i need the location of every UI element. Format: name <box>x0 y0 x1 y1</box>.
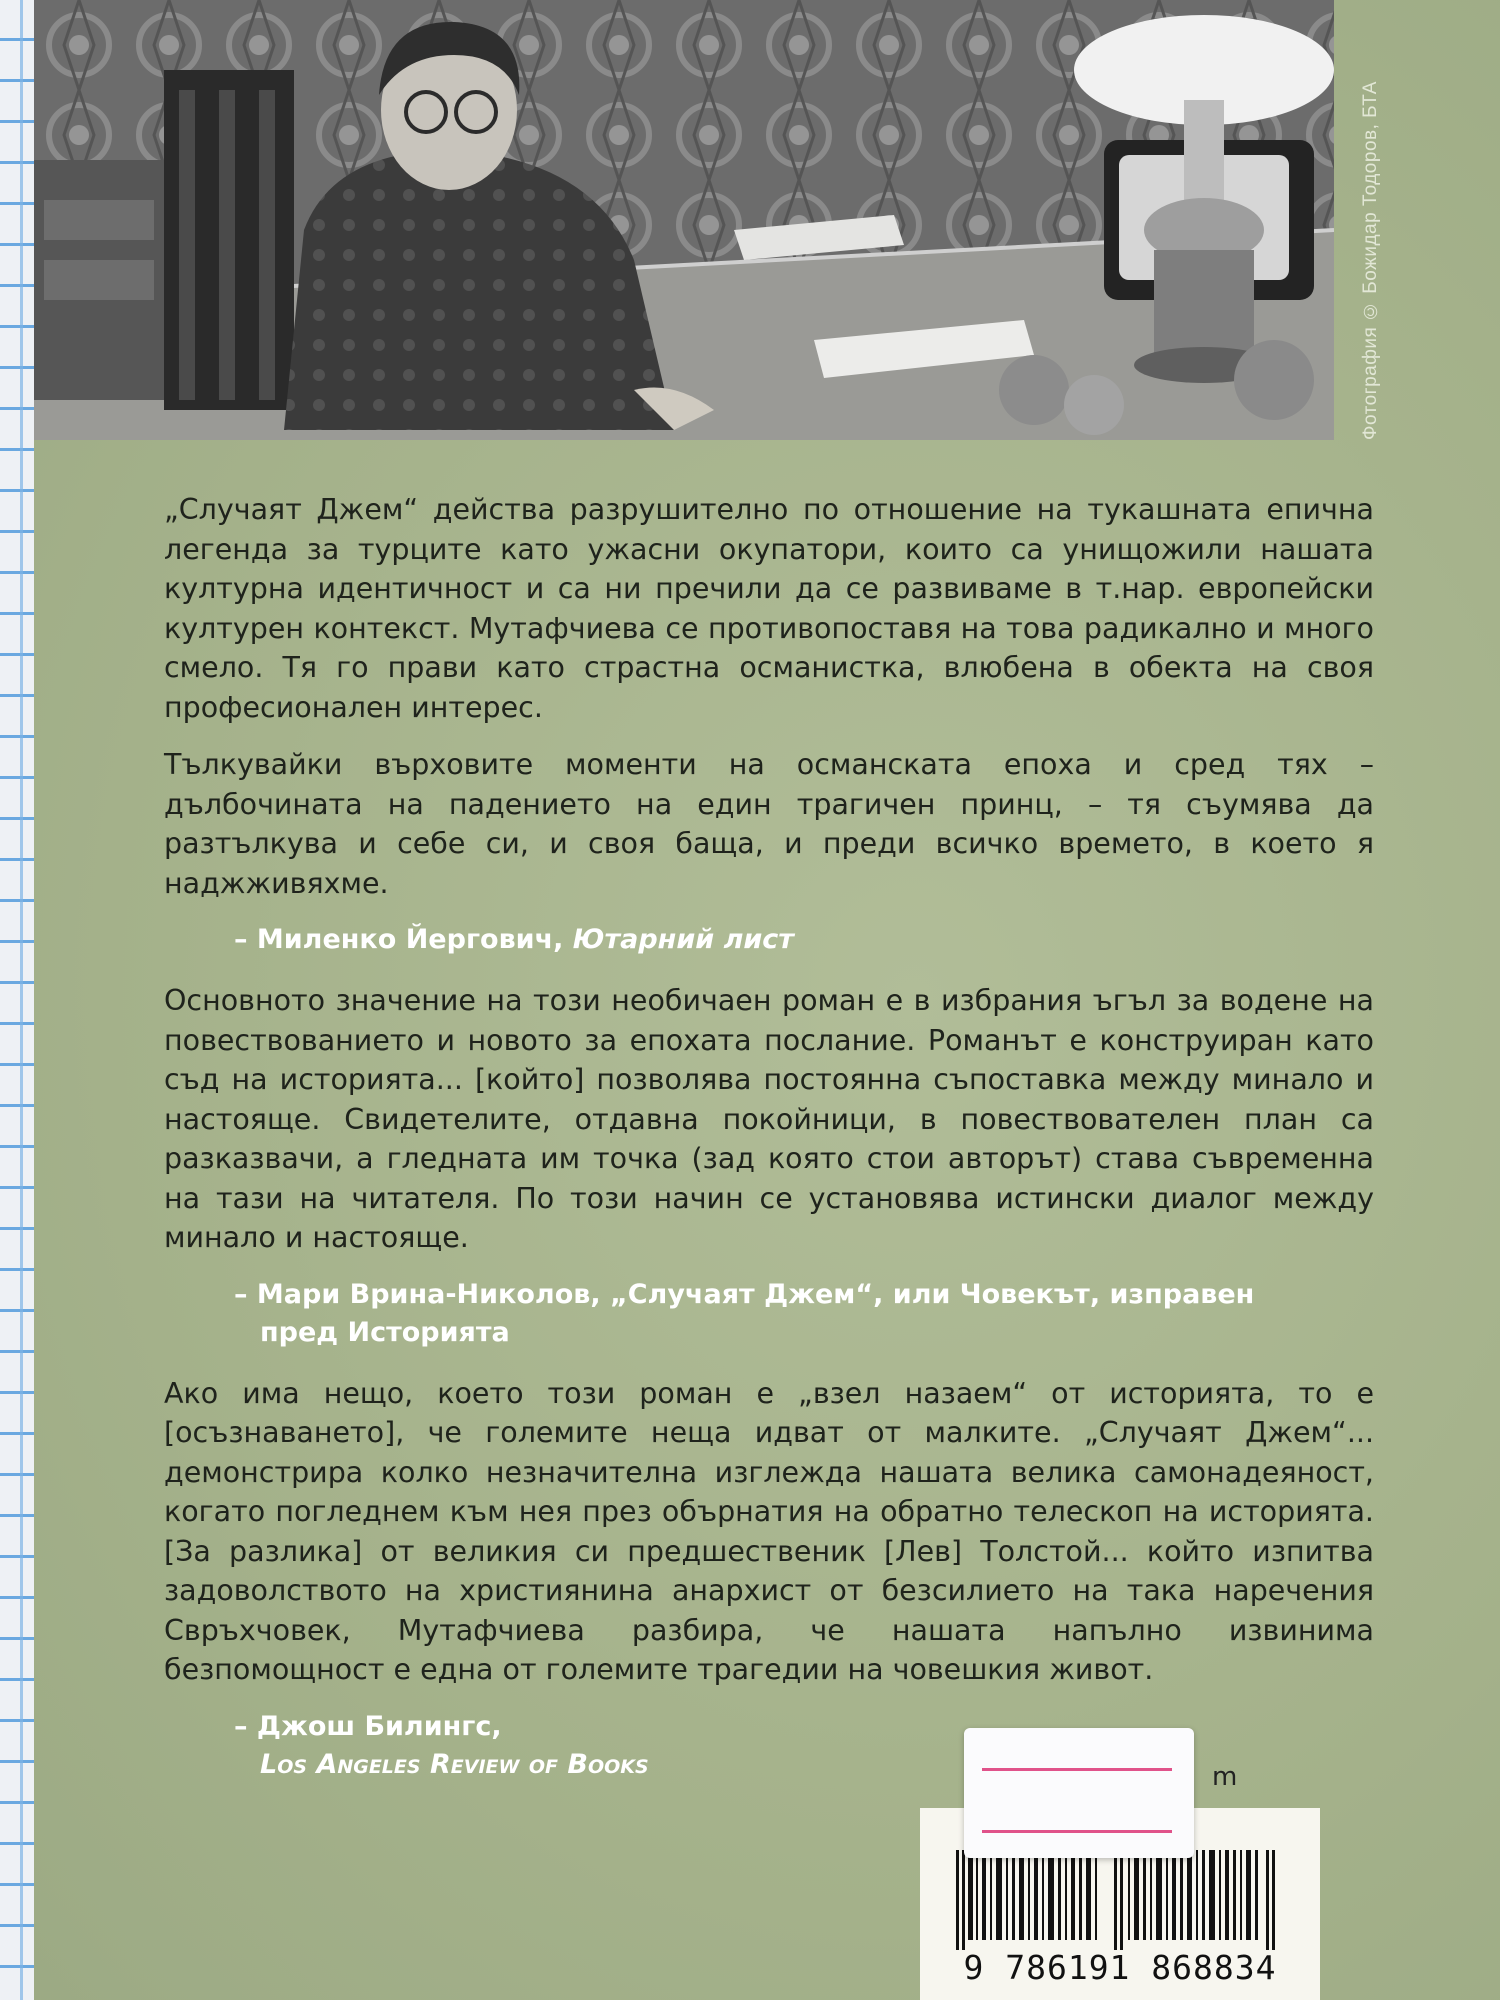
review-paragraph-4: Ако има нещо, което този роман е „взел назаем“ от историята, то е [осъзнаването], че големите неща идват от малките. „Случаят Джем“... демонстрира колко незначителна изглежда нашата велика самонадеяност, когато погледнем към нея през обърнатия на обратно телескоп на историята. [За разлика] от великия си предшественик [Лев] Толстой... който изпитва задоволството на християнина анархист от безсилието на така наречения Свръхчовек, Мутафчиева разбира, че нашата напълно извинима безпомощност е една от големите трагедии на човешкия живот. <box>164 1376 1374 1686</box>
paper-margin-line <box>20 0 23 2000</box>
price-sticker <box>964 1728 1194 1858</box>
partial-text-under-sticker: m <box>1212 1762 1238 1792</box>
blurb-text <box>164 490 1374 1806</box>
attribution-author: – Мари Врина-Николов, <box>234 1278 610 1310</box>
photo-credit: Фотография © Божидар Тодоров, БТА <box>1360 81 1381 440</box>
barcode-icon <box>956 1850 1286 1950</box>
review-paragraph-2: Тълкувайки върховите моменти на османската епоха и сред тях – дълбочината на падението на един трагичен принц, – тя съумява да разтълкува и себе си, и своя баща, и преди всичко времето, в което я наджживяхме. <box>164 748 1374 900</box>
author-photo <box>34 0 1334 440</box>
attribution-author: – Джош Билингс, <box>234 1710 502 1742</box>
book-back-cover <box>34 0 1500 2000</box>
attribution-2 <box>234 1276 1374 1352</box>
attribution-source: Ютарний лист <box>572 924 794 955</box>
review-paragraph-1: „Случаят Джем“ действа разрушително по отношение на тукашната епична легенда за турците като ужасни окупатори, които са унищожили нашата културна идентичност и са ни пречили да се развиваме в т.нар. европейски културен контекст. Мутафчиева се противопоставя на това радикално и много смело. Тя го прави като страстна османистка, влюбена в обекта на своя професионален интерес. <box>164 493 1374 724</box>
attribution-source-continued: пред Историята <box>260 1316 510 1348</box>
review-paragraph-3: Основното значение на този необичаен роман е в избрания ъгъл за водене на повествованието и новото за епохата послание. Романът е конструиран като съд на историята... [който] позволява постоянна съпоставка между минало и настояще. Свидетелите, отдавна покойници, в повествователен план са разказвачи, а гледната им точка (зад която стои авторът) става съвременна на тази на читателя. По този начин се установява истински диалог между минало и настояще. <box>164 984 1374 1254</box>
attribution-author: – Миленко Йергович, <box>234 924 573 955</box>
attribution-1 <box>234 921 1374 959</box>
attribution-source: Los Angeles Review of Books <box>260 1748 649 1780</box>
isbn-number: 9 786191 868834 <box>963 1948 1277 1987</box>
author-photo-illustration <box>34 0 1334 440</box>
sticker-line-bottom <box>982 1830 1172 1833</box>
attribution-source: „Случаят Джем“, или Човекът, изправен <box>610 1278 1255 1310</box>
attribution-3 <box>234 1708 1374 1784</box>
sticker-line-top <box>982 1768 1172 1771</box>
